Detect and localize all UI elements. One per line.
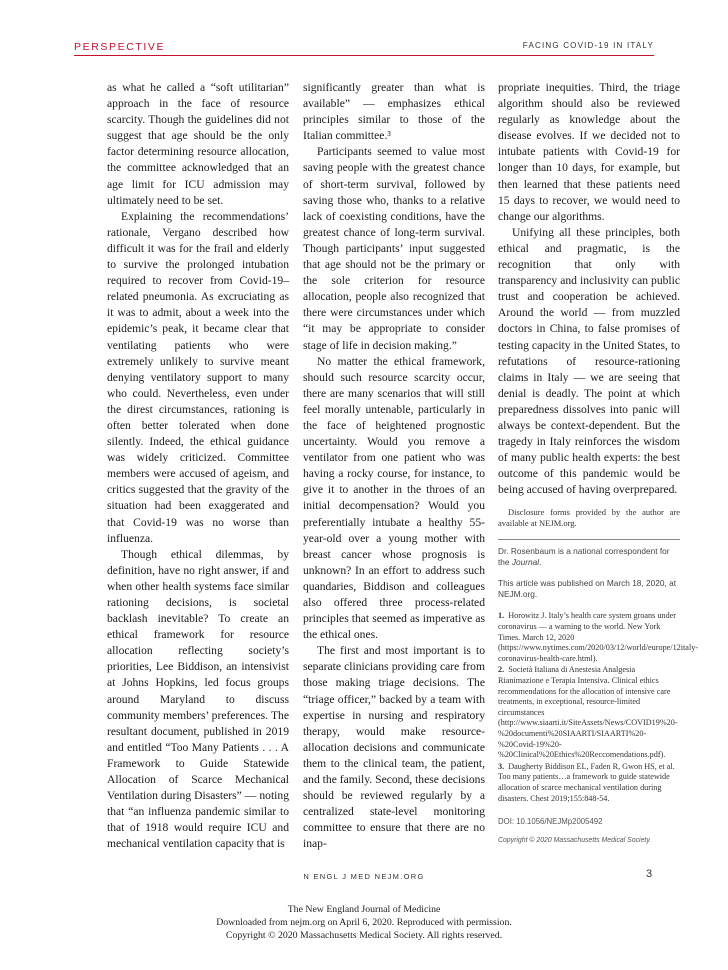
reference-item bbox=[498, 762, 680, 804]
author-note bbox=[498, 546, 680, 568]
reference-text: Società Italiana di Anestesia Analgesia Rianimazione e Terapia Intensiva. Clinical ethics recommendations for the allocation of intensive care treatments, in exceptional, resource-limited circumstances (http://www.siaarti.it/SiteAssets/News/COVID19%20-%20documenti%20SIAARTI/SIAARTI%20-%20Covid-19%20-%20Clinical%20Ethics%20Reccomendations.pdf). bbox=[498, 665, 678, 760]
reference-item bbox=[498, 611, 699, 664]
copyright-note: Copyright © 2020 Massachusetts Medical Society. bbox=[498, 837, 652, 845]
text-column-3 bbox=[498, 80, 699, 849]
paragraph: Explaining the recommendations’ rationale, Vergano described how difficult it was for the frail and elderly to survive the prolonged intubation required to recover from Covid-19–related pneumonia. As excruciating as it was to admit, about a week into the epidemic’s peak, it became clear that ventilating patients who were extremely unlikely to survive meant denying ventilatory support to many who could. Nevertheless, even under the direst circumstances, rationing is often better tolerated when done silently. Indeed, the ethical guidance was widely criticized. Committee members were accused of ageism, and critics suggested that the gravity of the situation had been exaggerated and that Covid-19 was no worse than influenza. bbox=[107, 209, 289, 545]
reference-list bbox=[498, 611, 699, 804]
page-number: 3 bbox=[646, 868, 653, 880]
paragraph: The first and most important is to separate clinicians providing care from those making triage decisions. The “triage officer,” backed by a team with expertise in nursing and respiratory therapy, would make resource-allocation decisions and communicate them to the clinical team, the patient, and the family. Second, these decisions should be reviewed regularly by a centralized state-level monitoring committee to ensure that there are no inap- bbox=[303, 644, 485, 851]
paragraph: No matter the ethical framework, should such resource scarcity occur, there are many scenarios that will still feel morally untenable, particularly in the face of heightened prognostic uncertainty. Would you remove a ventilator from one patient who was having a rocky course, for instance, to give it to another in the throes of an initial decompensation? Would you preferentially intubate a healthy 55-year-old over a young mother with breast cancer whose prognosis is unknown? In an effort to address such quandaries, Biddison and colleagues also offered three process-related principles that seemed as imperative as the ethical ones. bbox=[303, 354, 485, 642]
download-line-2: Downloaded from nejm.org on April 6, 2020. Reproduced with permission. bbox=[216, 917, 512, 928]
text-column-1 bbox=[107, 80, 289, 853]
download-line-1: The New England Journal of Medicine bbox=[287, 904, 441, 915]
download-line-3: Copyright © 2020 Massachusetts Medical Society. All rights reserved. bbox=[225, 930, 503, 941]
reference-number: 2. bbox=[498, 665, 505, 675]
doi[interactable]: DOI: 10.1056/NEJMp2005492 bbox=[498, 817, 603, 827]
reference-number: 1. bbox=[498, 611, 505, 621]
reference-text: Horowitz J. Italy’s health care system groans under coronavirus — a warning to the world. New York Times. March 12, 2020 (https://www.nytimes.com/2020/03/12/world/europe/12italy-coronavirus-health-care.html). bbox=[498, 611, 699, 663]
paragraph: propriate inequities. Third, the triage algorithm should also be reviewed regularly as knowledge about the disease evolves. If we decided not to intubate patients with Covid-19 for longer than 10 days, for example, but then learned that these patients need 15 days to recover, we would need to change our algorithms. bbox=[498, 81, 680, 223]
author-note-text: Dr. Rosenbaum is a national correspondent for the bbox=[498, 546, 670, 568]
header-rule bbox=[74, 55, 654, 56]
disclosure-note: Disclosure forms provided by the author are available at NEJM.org. bbox=[498, 507, 680, 529]
paragraph: Unifying all these principles, both ethical and pragmatic, is the recognition that only with transparency and inclusivity can public trust and cooperation be achieved. Around the world — from muzzled doctors in China, to false promises of testing capacity in the United States, to refutations of resource-rationing claims in Italy — we are seeing that denial is deadly. The point at which preparedness dissolves into panic will always be context-dependent. But the tragedy in Italy reinforces the wisdom of many public health experts: the best outcome of this pandemic would be being accused of having overprepared. bbox=[498, 225, 680, 497]
paragraph: as what he called a “soft utilitarian” approach in the face of resource scarcity. Though the guidelines did not suggest that age should be the only factor determining resource allocation, the committee acknowledged that an age limit for ICU admission may ultimately need to be set. bbox=[107, 81, 289, 207]
reference-text: Daugherty Biddison EL, Faden R, Gwon HS, et al. Too many patients…a framework to guide statewide allocation of scarce mechanical ventilation during disasters. Chest 2019;155:848-54. bbox=[498, 761, 675, 803]
journal-name: Journal bbox=[511, 557, 540, 568]
reference-number: 3. bbox=[498, 761, 505, 771]
text-column-2 bbox=[303, 80, 485, 853]
topic-label: FACING COVID-19 IN ITALY bbox=[522, 41, 654, 50]
divider bbox=[498, 539, 680, 540]
journal-footer: N ENGL J MED NEJM.ORG bbox=[303, 872, 425, 881]
paragraph: Though ethical dilemmas, by definition, have no right answer, if and when other health systems face similar rationing decisions, is societal backlash inevitable? To create an ethical framework for resource allocation reflecting society’s priorities, Lee Biddison, an intensivist at Johns Hopkins, led focus groups around Maryland to discuss community members’ preferences. The resultant document, published in 2019 and entitled “Too Many Patients . . . A Framework to Guide Statewide Allocation of Scarce Mechanical Ventilation during Disasters” — noting that “an influenza pandemic similar to that of 1918 would require ICU and mechanical ventilation capacity that is bbox=[107, 547, 289, 851]
paragraph: Participants seemed to value most saving people with the greatest chance of short-term survival, followed by saving those who, thanks to a relative lack of coexisting conditions, have the greatest chance of long-term survival. Though participants’ input suggested that age should not be the primary or the sole criterion for resource allocation, people also recognized that there were circumstances under which “it may be appropriate to consider stage of life in decision making.” bbox=[303, 145, 485, 352]
section-label: PERSPECTIVE bbox=[74, 41, 166, 53]
reference-item bbox=[498, 665, 680, 760]
author-note-end: . bbox=[539, 557, 542, 568]
paragraph: significantly greater than what is available” — emphasizes ethical principles similar to those of the Italian committee.³ bbox=[303, 81, 485, 143]
published-note: This article was published on March 18, 2020, at NEJM.org. bbox=[498, 578, 677, 600]
